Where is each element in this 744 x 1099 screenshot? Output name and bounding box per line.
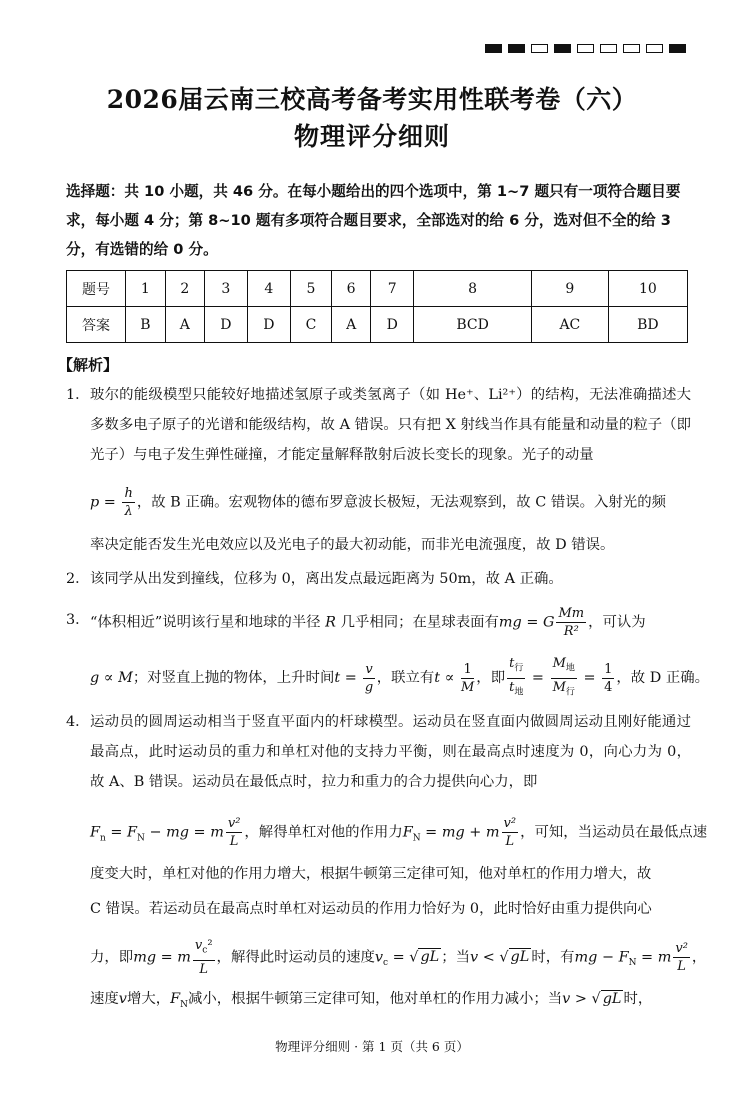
analysis-heading: 【解析】 <box>58 356 119 374</box>
question-number: 4． <box>66 714 90 730</box>
answer-table <box>66 270 688 343</box>
row-label-answer: 答案 <box>67 307 126 343</box>
answer-cell: B <box>126 307 166 343</box>
question-3-line-1: “体积相近”说明该行星和地球的半径 R 几乎相同；在星球表面有mg = G $\frac{Mm}{\text{R²}}$ ，可认为 <box>90 606 646 639</box>
header-mark <box>508 44 525 53</box>
q1-text-b: ，故 B 正确。宏观物体的德布罗意波长极短，无法观察到，故 C 错误。入射光的频 <box>136 494 666 511</box>
question-1-text: 玻尔的能级模型只能较好地描述氢原子或类氢离子（如 He⁺、Li²⁺）的结构，无法准确描述大多数多电子原子的光谱和能级结构，故 A 错误。只有把 X 射线当作具有能量和动量的粒子（即光子）与电子发生弹性碰撞，才能定量解释散射后波长变长的现象。光子的动量 <box>90 387 691 463</box>
table-row-answers <box>67 307 688 343</box>
question-number-cell: 4 <box>247 271 290 307</box>
question-2-text: 该同学从出发到撞线，位移为 0，离出发点最远距离为 50m，故 A 正确。 <box>90 571 563 587</box>
header-mark <box>554 44 571 53</box>
question-number-cell: 9 <box>531 271 608 307</box>
fraction-h-lambda: $\frac{h}{\lambda}$ <box>124 486 133 519</box>
table-row-numbers <box>67 271 688 307</box>
q4-text-d: 度变大时，单杠对他的作用力增大，根据牛顿第三定律可知，他对单杠的作用力增大，故 <box>90 866 652 882</box>
header-mark <box>600 44 617 53</box>
question-4-line-last: 速度v增大，$F_N$减小，根据牛顿第三定律可知，他对单杠的作用力减小；当v > √ gL 时， <box>90 991 653 1010</box>
question-number-cell: 2 <box>165 271 204 307</box>
question-4-line-formula: $F_n = F_N$ − mg = m $\frac{\text{v²}}{L}$ ，解得单杠对他的作用力$F_N$ = mg + m $\frac{\text{v²}}{L}$ ，可知，当运动员在最低点速 <box>90 816 708 849</box>
answer-cell: A <box>332 307 371 343</box>
question-number: 3． <box>66 612 90 628</box>
page-subtitle: 物理评分细则 <box>293 122 450 151</box>
question-number-cell: 10 <box>608 271 687 307</box>
page-title: 2026届云南三校高考备考实用性联考卷（六） <box>106 85 638 114</box>
page-footer: 物理评分细则 · 第 1 页（共 6 页） <box>275 1039 469 1054</box>
answer-cell: D <box>204 307 247 343</box>
question-4-text: 运动员的圆周运动相当于竖直平面内的杆球模型。运动员在竖直面内做圆周运动且刚好能通过最高点，此时运动员的重力和单杠对他的支持力平衡，则在最高点时速度为 0，向心力为 0，故 A、B 错误。运动员在最低点时，拉力和重力的合力提供向心力，即 <box>90 714 691 790</box>
row-label-number: 题号 <box>67 271 126 307</box>
q1-formula-line: p = $\frac{h}{\lambda}$ ，故 B 正确。宏观物体的德布罗意波长极短，无法观察到，故 C 错误。入射光的频 <box>90 486 666 519</box>
formula-p: p <box>90 494 100 511</box>
question-number-cell: 5 <box>290 271 331 307</box>
header-mark <box>485 44 502 53</box>
question-number: 2． <box>66 571 90 587</box>
question-number: 1． <box>66 387 90 403</box>
question-1-block <box>66 380 691 470</box>
header-mark <box>646 44 663 53</box>
question-number-cell: 6 <box>332 271 371 307</box>
answer-cell: AC <box>531 307 608 343</box>
question-number-cell: 3 <box>204 271 247 307</box>
header-mark <box>669 44 686 53</box>
intro-paragraph: 选择题：共 10 小题，共 46 分。在每小题给出的四个选项中，第 1~7 题只有一项符合题目要求，每小题 4 分；第 8~10 题有多项符合题目要求，全部选对的给 6 分，选对但不全的给 3 分，有选错的给 0 分。 <box>66 183 681 258</box>
question-3-line-2: g ∝ M；对竖直上抛的物体，上升时间t = $\frac{v}{g}$ ，联立有t ∝ $\frac{1}{M}$ ，即 $\frac{t_行}{t_地}$ = $\frac{M_地}{M_行}$ = $\frac{1}{4}$ ，故 D 正确。 <box>90 656 710 698</box>
question-3-block <box>66 605 691 640</box>
question-4-block <box>66 707 691 797</box>
q4-text-e: C 错误。若运动员在最高点时单杠对运动员的作用力恰好为 0，此时恰好由重力提供向心 <box>90 901 652 917</box>
header-mark <box>531 44 548 53</box>
header-marks <box>485 44 686 53</box>
answer-cell: BD <box>608 307 687 343</box>
answer-cell: A <box>165 307 204 343</box>
q1-text-c: 率决定能否发生光电效应以及光电子的最大初动能，而非光电流强度，故 D 错误。 <box>90 537 615 553</box>
header-mark <box>577 44 594 53</box>
question-number-cell: 8 <box>414 271 532 307</box>
question-2-block <box>66 564 691 594</box>
answer-cell: D <box>247 307 290 343</box>
answer-cell: D <box>371 307 414 343</box>
question-4-line-critical: 力，即mg = m $\frac{v_c^2}{L}$ ，解得此时运动员的速度$v_c$ = √ gL ；当v < √ gL 时，有mg − $F_N = m$ $\frac{\text{v²}}{L}$ ， <box>90 938 707 977</box>
header-mark <box>623 44 640 53</box>
answer-cell: BCD <box>414 307 532 343</box>
question-number-cell: 7 <box>371 271 414 307</box>
question-number-cell: 1 <box>126 271 166 307</box>
answer-cell: C <box>290 307 331 343</box>
